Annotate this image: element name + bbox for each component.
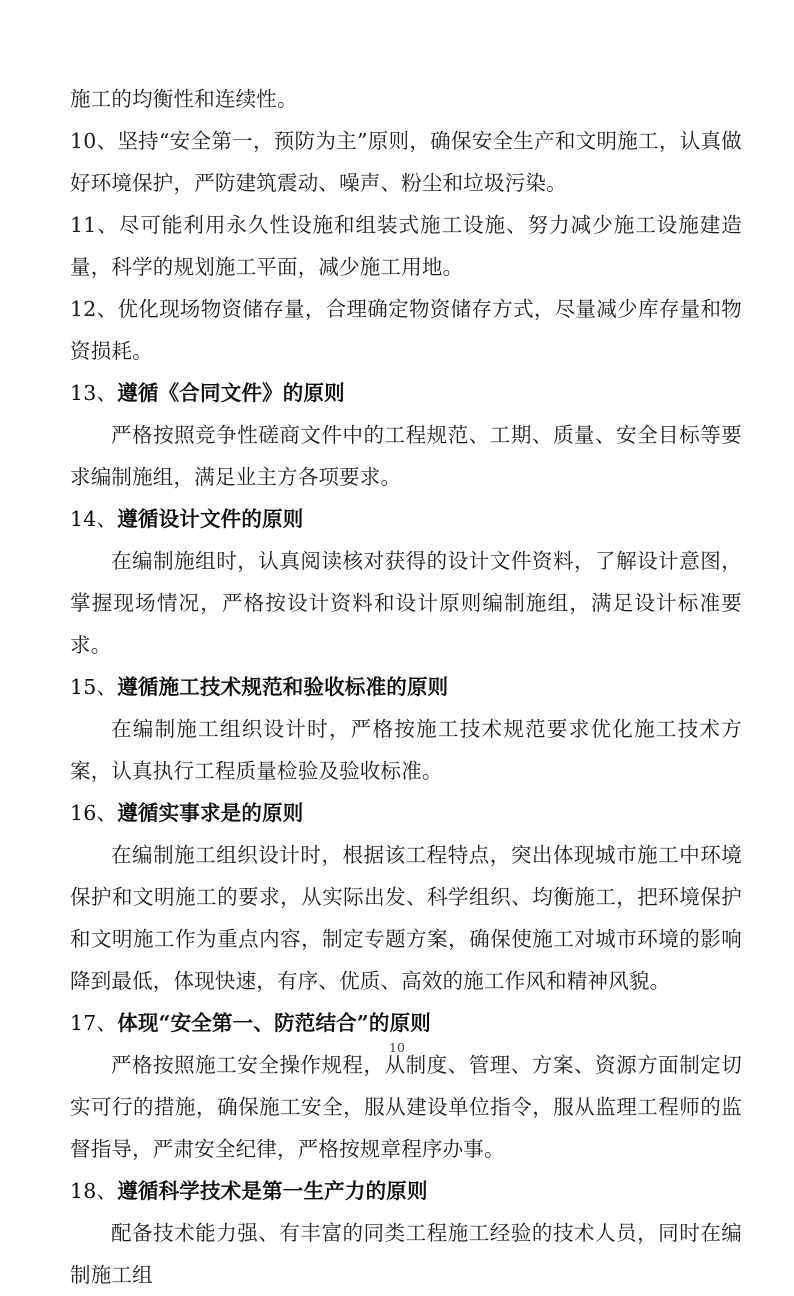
body-17: 严格按照施工安全操作规程，从制度、管理、方案、资源方面制定切实可行的措施，确保施工安全，服从建设单位指令，服从监理工程师的监督指导，严肃安全纪律，严格按规章程序办事。 xyxy=(70,1053,742,1161)
heading-18 xyxy=(70,1170,742,1212)
list-item-12: 12、优化现场物资储存量，合理确定物资储存方式，尽量减少库存量和物资损耗。 xyxy=(70,297,742,363)
body-14: 在编制施组时，认真阅读核对获得的设计文件资料，了解设计意图，掌握现场情况，严格按设计资料和设计原则编制施组，满足设计标准要求。 xyxy=(70,549,742,657)
heading-13 xyxy=(70,372,742,414)
heading-15 xyxy=(70,666,742,708)
heading-18-title: 遵循科学技术是第一生产力的原则 xyxy=(117,1179,428,1203)
heading-18-number: 18、 xyxy=(70,1179,118,1203)
heading-16 xyxy=(70,792,742,834)
heading-17-number: 17、 xyxy=(70,1011,118,1035)
body-18: 配备技术能力强、有丰富的同类工程施工经验的技术人员，同时在编制施工组 xyxy=(70,1221,742,1287)
body-15: 在编制施工组织设计时，严格按施工技术规范要求优化施工技术方案，认真执行工程质量检验及验收标准。 xyxy=(70,717,742,783)
document-body xyxy=(70,78,742,1296)
body-16: 在编制施工组织设计时，根据该工程特点，突出体现城市施工中环境保护和文明施工的要求，从实际出发、科学组织、均衡施工，把环境保护和文明施工作为重点内容，制定专题方案，确保使施工对城市环境的影响降到最低，体现快速，有序、优质、高效的施工作风和精神风貌。 xyxy=(70,843,742,993)
heading-15-title: 遵循施工技术规范和验收标准的原则 xyxy=(117,675,449,699)
list-item-11: 11、尽可能利用永久性设施和组装式施工设施、努力减少施工设施建造量，科学的规划施工平面，减少施工用地。 xyxy=(70,213,742,279)
list-item-10: 10、坚持“安全第一，预防为主”原则，确保安全生产和文明施工，认真做好环境保护，严防建筑震动、噪声、粉尘和垃圾污染。 xyxy=(70,129,742,195)
heading-14-title: 遵循设计文件的原则 xyxy=(117,507,304,531)
heading-17-title: 体现“安全第一、防范结合”的原则 xyxy=(117,1011,431,1035)
heading-14 xyxy=(70,498,742,540)
heading-17 xyxy=(70,1002,742,1044)
paragraph-continuation: 施工的均衡性和连续性。 xyxy=(70,87,298,111)
heading-16-number: 16、 xyxy=(70,801,118,825)
page-number: 10 xyxy=(389,1040,405,1055)
heading-15-number: 15、 xyxy=(70,675,118,699)
heading-13-number: 13、 xyxy=(70,381,118,405)
body-13: 严格按照竞争性磋商文件中的工程规范、工期、质量、安全目标等要求编制施组，满足业主方各项要求。 xyxy=(70,423,742,489)
heading-16-title: 遵循实事求是的原则 xyxy=(117,801,304,825)
heading-13-title: 遵循《合同文件》的原则 xyxy=(117,381,345,405)
heading-14-number: 14、 xyxy=(70,507,118,531)
